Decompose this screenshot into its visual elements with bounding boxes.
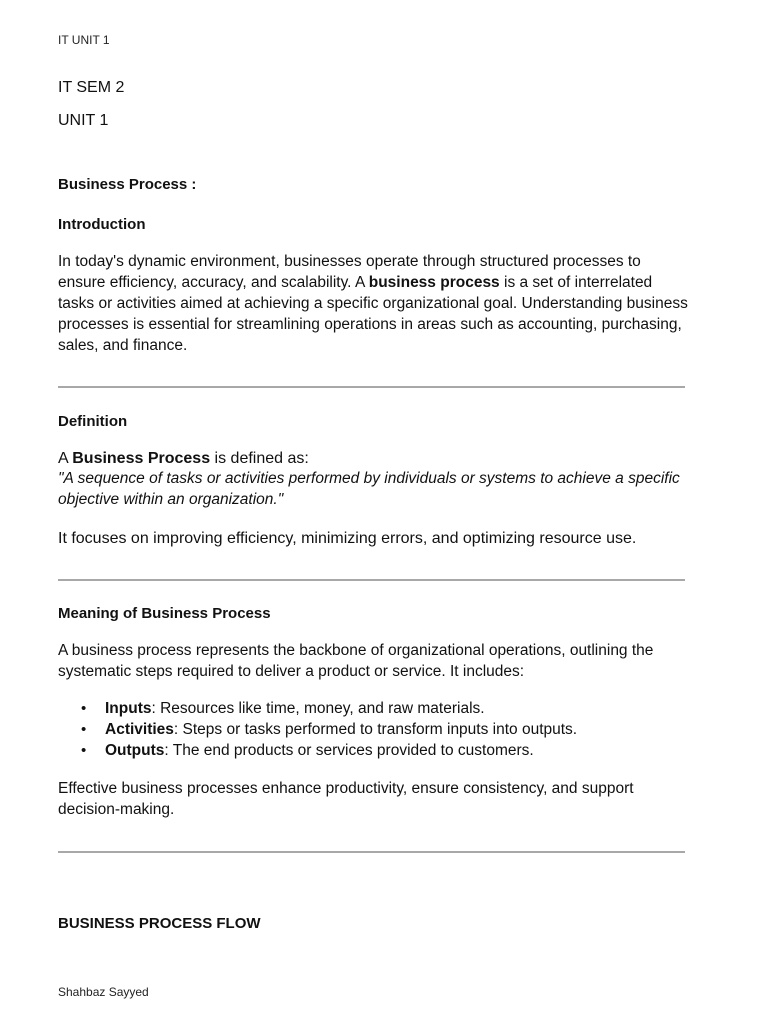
definition-focus: It focuses on improving efficiency, minimizing errors, and optimizing resource use. [58, 530, 637, 547]
def-lead-before: A [58, 450, 73, 467]
footer-author: Shahbaz Sayyed [58, 985, 149, 999]
running-header: IT UNIT 1 [58, 33, 110, 47]
unit-label: UNIT 1 [58, 112, 109, 129]
def-lead-bold: Business Process [72, 450, 211, 467]
bullet-desc: : Resources like time, money, and raw materials. [151, 700, 485, 717]
introduction-heading: Introduction [58, 216, 146, 233]
bullet-desc: : The end products or services provided to customers. [164, 742, 534, 759]
def-lead-after: is defined as: [210, 450, 309, 467]
bullet-term: Inputs [105, 700, 152, 717]
section-divider [58, 579, 685, 581]
bullet-icon: • [81, 700, 87, 717]
section-divider [58, 386, 685, 388]
section-divider [58, 851, 685, 853]
introduction-paragraph [58, 251, 688, 356]
semester-label: IT SEM 2 [58, 79, 125, 96]
definition-quote: "A sequence of tasks or activities performed by individuals or systems to achieve a specific objective within an organization." [58, 470, 680, 508]
bullet-term: Outputs [105, 742, 165, 759]
bullet-icon: • [81, 742, 87, 759]
meaning-intro: A business process represents the backbone of organizational operations, outlining the systematic steps required to deliver a product or service. It includes: [58, 642, 654, 680]
intro-text-after: is a set of interrelated tasks or activities aimed at achieving a specific organizational goal. Understanding business processes is essential for streamlining operations in areas such as accounting, purchasing, sales, and finance. [58, 274, 688, 354]
list-item [58, 740, 698, 761]
meaning-bullet-list [58, 698, 698, 761]
list-item [58, 719, 698, 740]
intro-bold-term: business process [368, 274, 500, 291]
list-item [58, 698, 698, 719]
business-process-heading: Business Process : [58, 176, 197, 193]
bullet-desc: : Steps or tasks performed to transform inputs into outputs. [173, 721, 578, 738]
definition-lead [58, 448, 309, 469]
definition-heading: Definition [58, 413, 128, 430]
meaning-heading: Meaning of Business Process [58, 605, 271, 622]
intro-text-before: In today's dynamic environment, businesses operate through structured processes to ensure efficiency, accuracy, and scalability. A [58, 253, 641, 291]
bullet-icon: • [81, 721, 87, 738]
meaning-closing: Effective business processes enhance productivity, ensure consistency, and support decision-making. [58, 780, 634, 818]
bullet-term: Activities [105, 721, 174, 738]
process-flow-heading: BUSINESS PROCESS FLOW [58, 915, 261, 932]
